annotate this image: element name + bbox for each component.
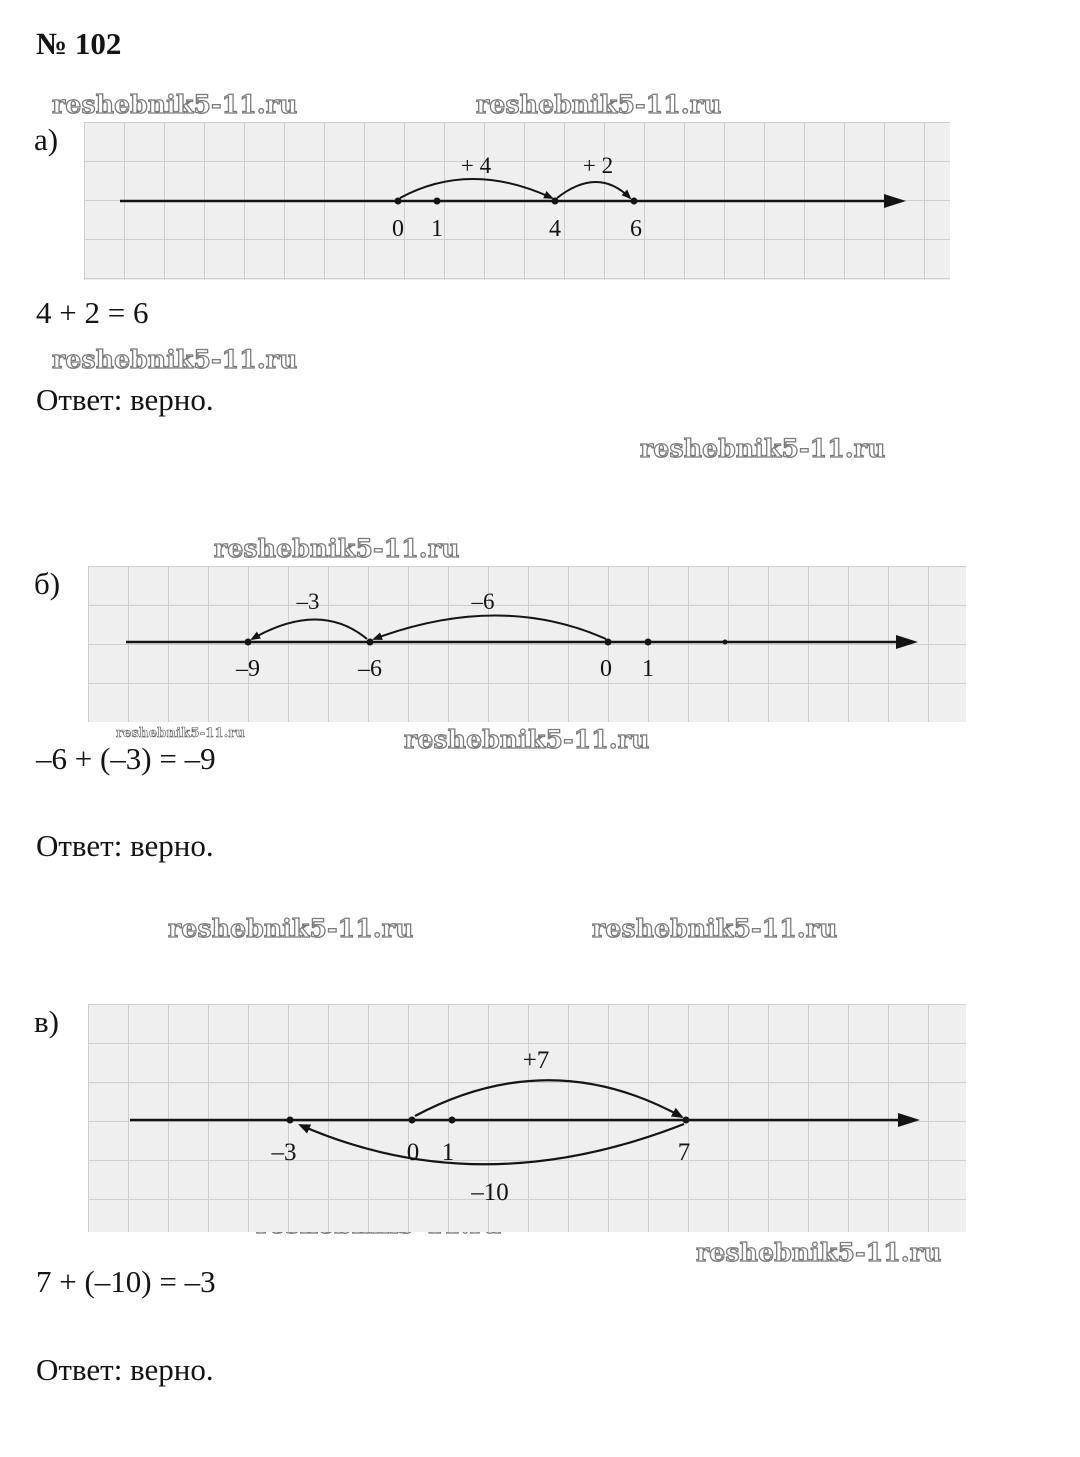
watermark: reshebnik5-11.ru [52, 345, 298, 374]
jump-arc-plus-7 [415, 1080, 682, 1117]
point [683, 1117, 690, 1124]
axis-arrow-icon [884, 194, 906, 208]
answer-c: Ответ: верно. [36, 1352, 214, 1387]
point [409, 1117, 416, 1124]
equation-a: 4 + 2 = 6 [36, 295, 149, 330]
number-line-c [0, 1004, 1080, 1232]
equation-b: –6 + (–3) = –9 [36, 741, 216, 776]
jump-label: –6 [471, 589, 495, 614]
watermark: reshebnik5-11.ru [592, 914, 838, 943]
watermark: reshebnik5-11.ru [52, 90, 298, 119]
jump-label: –3 [296, 589, 320, 614]
jump-label: –10 [471, 1179, 509, 1206]
tick-label: 6 [630, 216, 642, 242]
point [723, 640, 728, 645]
tick-label: –6 [358, 656, 382, 682]
jump-label: +7 [522, 1047, 550, 1074]
tick-label: –3 [271, 1139, 297, 1166]
tick-label: 0 [600, 656, 612, 682]
point [367, 639, 374, 646]
tick-label: 0 [406, 1139, 420, 1166]
tick-label: –9 [236, 656, 260, 682]
watermark: reshebnik5-11.ru [116, 726, 246, 741]
point [287, 1117, 294, 1124]
watermark: reshebnik5-11.ru [404, 725, 650, 754]
tick-label: 7 [677, 1139, 691, 1166]
answer-b: Ответ: верно. [36, 828, 214, 863]
answer-a: Ответ: верно. [36, 382, 214, 417]
equation-c: 7 + (–10) = –3 [36, 1264, 216, 1299]
jump-label: + 4 [460, 153, 492, 178]
watermark: reshebnik5-11.ru [476, 90, 722, 119]
point [245, 639, 252, 646]
tick-label: 1 [441, 1139, 455, 1166]
jump-arc-plus-2 [557, 182, 630, 198]
jump-arc-minus-3 [252, 620, 367, 640]
point [631, 198, 638, 205]
jump-arc-minus-10 [300, 1124, 684, 1164]
problem-number: № 102 [36, 26, 122, 61]
tick-label: 0 [392, 216, 404, 242]
jump-arc-minus-6 [374, 616, 606, 640]
tick-label: 1 [431, 216, 443, 242]
number-line-a [0, 122, 1080, 280]
watermark: reshebnik5-11.ru [214, 534, 460, 563]
watermark: reshebnik5-11.ru [640, 434, 886, 463]
point [645, 639, 652, 646]
axis-arrow-icon [898, 1113, 920, 1127]
part-b-label: б) [34, 566, 61, 601]
axis-arrow-icon [896, 635, 918, 649]
number-line-b [0, 566, 1080, 722]
tick-label: 4 [549, 216, 561, 242]
watermark: reshebnik5-11.ru [168, 914, 414, 943]
point [449, 1117, 456, 1124]
jump-arc-plus-4 [400, 179, 552, 198]
jump-label: + 2 [582, 153, 614, 178]
watermark: reshebnik5-11.ru [696, 1238, 942, 1267]
point [434, 198, 441, 205]
part-c-label: в) [34, 1004, 59, 1039]
part-a-label: а) [34, 122, 59, 157]
tick-label: 1 [642, 656, 654, 682]
